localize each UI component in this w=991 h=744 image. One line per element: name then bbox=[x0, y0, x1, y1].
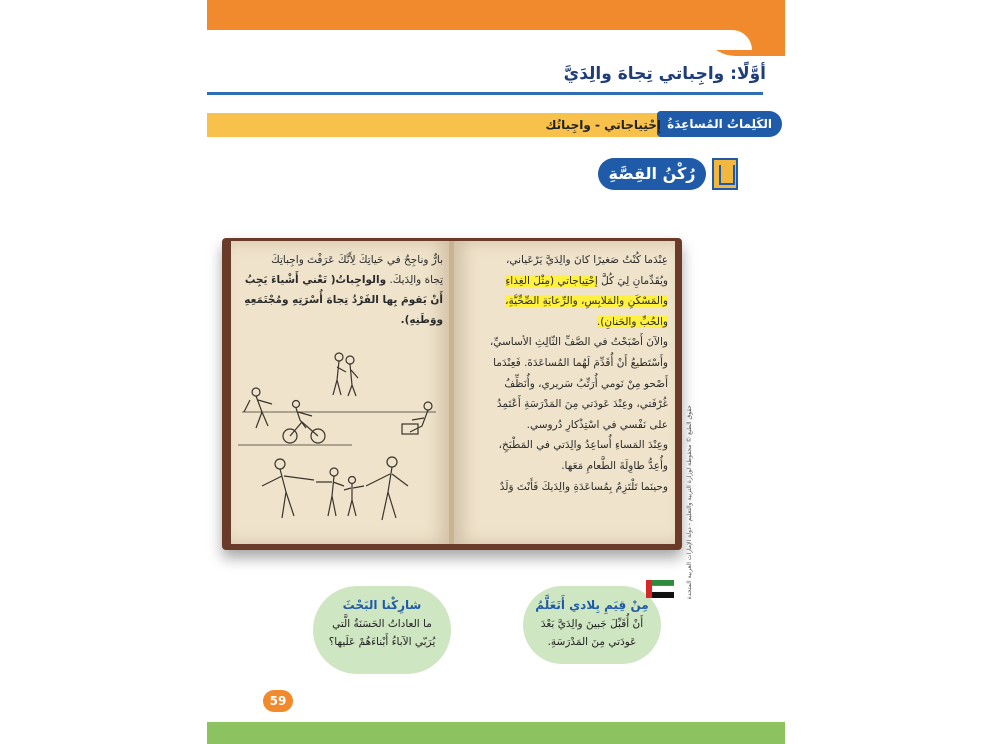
story-line: وعِنْدَ المَساءِ أُساعِدُ والِدَتي في المَطْبَخِ، bbox=[498, 439, 668, 452]
highlight: والحُبِّ والحَنانِ). bbox=[596, 315, 668, 328]
story-line: على نَفْسي في اسْتِذْكارِ دُروسي. bbox=[526, 418, 668, 431]
story-line: وأَسْتَطيعُ أَنْ أُقَدِّمَ لَهُما المُساعَدَةَ. فَعِنْدَما bbox=[493, 356, 668, 369]
share-research-title: شارِكْنا البَحْثَ bbox=[342, 598, 422, 612]
story-left-text bbox=[238, 250, 443, 330]
page-number: 59 bbox=[263, 690, 293, 712]
highlight: إحْتِياجاتي (مِثْلَ الغِذاءِ bbox=[505, 274, 598, 287]
story-line: أَصْحو مِنْ نَومي أُرَتِّبُ سَريري، وأُنَظِّفُ bbox=[504, 377, 668, 390]
story-line: ووَطَنِهِ). bbox=[400, 314, 443, 326]
values-bubble bbox=[523, 586, 661, 664]
values-text: أَنْ أُقَبِّلَ جَبينَ والِدَيَّ بَعْدَ عَودَتي مِنَ المَدْرَسَةِ. bbox=[540, 618, 644, 648]
book-icon bbox=[712, 158, 738, 190]
story-line: والآنَ أَصْبَحْتُ في الصَّفِّ الثّالِثِ الأساسيِّ، bbox=[489, 336, 668, 349]
book-spine bbox=[449, 241, 454, 544]
story-line: أَنْ يَقومَ بِها الفَرْدُ تِجاهَ أُسْرَتِهِ ومُجْتَمَعِهِ bbox=[244, 294, 443, 306]
values-title: مِنْ قِيَمِ بِلادي أَتَعَلَّمُ bbox=[535, 598, 649, 612]
top-band-cutout bbox=[207, 30, 752, 50]
title-divider bbox=[207, 92, 763, 95]
story-line: عِنْدَما كُنْتُ صَغيرًا كانَ والِدَيَّ يَرْعَياني، bbox=[505, 254, 668, 266]
highlight: والمَسْكَنِ والمَلابِسِ، والرِّعايَةِ الصِّحِّيَّةِ، bbox=[505, 295, 668, 308]
story-line: غُرْفَتي، وعِنْدَ عَودَتي مِنَ المَدْرَسَةِ أَعْتَمِدُ bbox=[496, 398, 668, 411]
uae-flag-icon bbox=[644, 578, 676, 600]
top-orange-band bbox=[207, 0, 785, 32]
story-line: تِجاهَ والِدَيكَ. والواجِباتُ( تَعْني أَشْياءَ يَجِبُ bbox=[244, 274, 443, 286]
story-corner-label: رُكْنُ القِصَّةِ bbox=[598, 158, 706, 190]
help-words-tag: الكَلِماتُ المُساعِدَةُ bbox=[657, 111, 782, 137]
section-title: أوَّلًا: واجِباتي تِجاهَ والِدَيَّ bbox=[563, 64, 766, 84]
help-words-text: إِحْتِياجاتي - واجِباتُك bbox=[545, 118, 661, 132]
story-line bbox=[462, 291, 668, 312]
definition-text: والواجِباتُ( تَعْني أَشْياءَ يَجِبُ bbox=[244, 274, 387, 286]
story-line: ويُقَدِّمانِ لِيَ كُلَّ إحْتِياجاتي (مِثْلَ الغِذاءِ bbox=[505, 274, 668, 287]
story-right-text bbox=[462, 250, 668, 497]
share-research-bubble bbox=[313, 586, 451, 674]
story-line: وأُعِدُّ طاوِلَةَ الطَّعامِ مَعَها. bbox=[561, 459, 668, 472]
story-line: بارٌّ وناجِحٌ في حَياتِكَ لِأَنَّكَ عَرَفْتَ واجِباتِكَ bbox=[271, 254, 443, 266]
story-line: وحينَما تَلْتَزِمُ بِمُساعَدَةِ والِدَيكَ فَأَنْتَ وَلَدٌ bbox=[499, 480, 668, 493]
family-sketch-illustration bbox=[232, 340, 446, 540]
bottom-green-band bbox=[207, 722, 785, 744]
story-line bbox=[462, 312, 668, 333]
share-research-question: ما العاداتُ الحَسَنَةُ الَّتي يُرَبّي الآباءُ أَبْناءَهُمْ عَلَيها؟ bbox=[328, 618, 436, 648]
copyright-note: حقوق الطبع © محفوظة لوزارة التربية والتعليم - دولة الإمارات العربية المتحدة bbox=[686, 405, 693, 600]
